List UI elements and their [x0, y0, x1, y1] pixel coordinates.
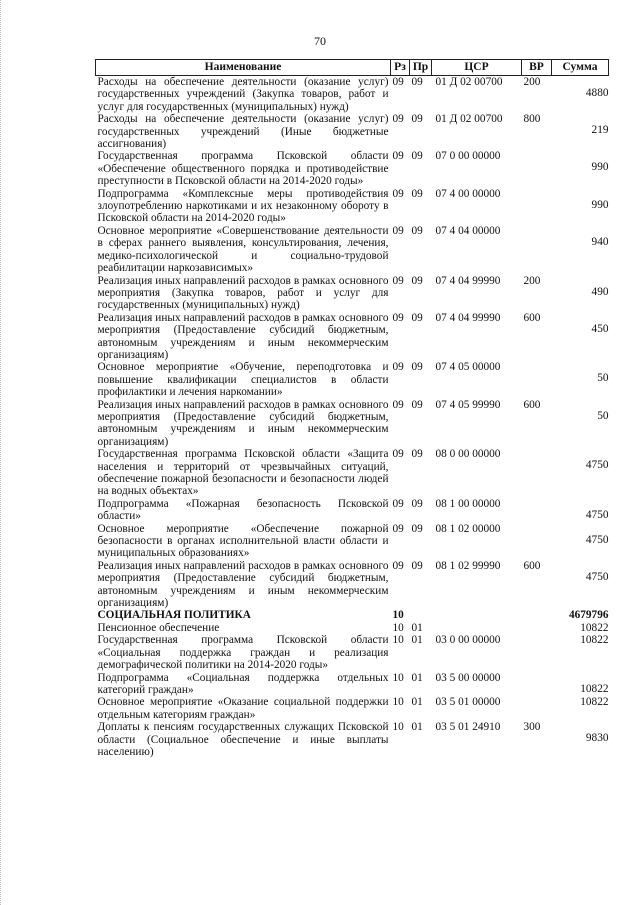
table-row — [96, 696, 609, 721]
cell-name: Государственная программа Псковской области «Социальная поддержка граждан и реализация демографической политики на 2014-2020 годы» — [97, 634, 389, 672]
cell-csr: 07 4 04 00000 — [435, 224, 501, 237]
cell-name: Расходы на обеспечение деятельности (оказание услуг) государственных учреждений (Закупка товаров, работ и услуг для государственных (муниципальных) нужд) — [97, 76, 389, 113]
sum-value: 10822 — [580, 634, 609, 647]
cell-name: Реализация иных направлений расходов в рамках основного мероприятия (Предоставление субсидий бюджетным, автономным учреждениям и иным некоммерческим организациям) — [97, 311, 389, 361]
cell-sum — [552, 672, 609, 697]
page-number: 70 — [314, 34, 326, 48]
cell-csr: 03 5 01 00000 — [435, 696, 501, 709]
header-name: Наименование — [96, 60, 391, 76]
table-row — [96, 312, 609, 362]
cell-pr: 09 — [411, 311, 423, 324]
cell-name: Подпрограмма «Комплексные меры противодействия злоупотреблению наркотиками и их незаконному обороту в Псковской области на 2014-2020 годы» — [97, 187, 389, 225]
cell-sum — [552, 721, 609, 758]
cell-pr: 09 — [411, 497, 423, 510]
cell-vr — [522, 622, 552, 634]
cell-vr: 200 — [523, 274, 541, 287]
table-row — [96, 609, 609, 621]
cell-rz: 10 — [392, 671, 404, 684]
cell-vr — [522, 225, 552, 275]
cell-pr — [410, 609, 432, 621]
cell-name: Подпрограмма «Социальная поддержка отдельных категорий граждан» — [97, 671, 389, 696]
cell-name: Доплаты к пенсиям государственных служащих Псковской области (Социальное обеспечение и иные выплаты населению) — [97, 721, 389, 758]
cell-sum — [552, 523, 609, 560]
cell-name: Расходы на обеспечение деятельности (оказание услуг) государственных учреждений (Иные бюджетные ассигнования) — [97, 113, 389, 151]
cell-sum — [552, 448, 609, 498]
cell-rz: 09 — [392, 150, 404, 163]
cell-sum — [552, 188, 609, 225]
cell-pr: 09 — [411, 274, 423, 287]
cell-rz: 09 — [392, 497, 404, 510]
table-row — [96, 399, 609, 449]
cell-name: Основное мероприятие «Обеспечение пожарной безопасности в органах исполнительной власти области и муниципальных образованиях» — [97, 522, 389, 560]
cell-csr: 08 1 02 99990 — [435, 559, 501, 572]
cell-vr: 600 — [523, 311, 541, 324]
cell-sum — [552, 275, 609, 312]
cell-vr — [522, 696, 552, 721]
scan-edge — [0, 0, 4, 905]
cell-rz: 09 — [392, 559, 404, 572]
cell-vr — [522, 150, 552, 187]
sum-value: 990 — [591, 161, 609, 174]
sum-value: 10822 — [580, 696, 609, 709]
cell-pr: 09 — [411, 76, 423, 88]
sum-value: 490 — [591, 285, 609, 298]
cell-rz: 09 — [392, 113, 404, 126]
table-row — [96, 634, 609, 671]
cell-sum — [552, 225, 609, 275]
cell-pr: 09 — [411, 113, 423, 126]
cell-csr: 08 0 00 00000 — [435, 448, 501, 461]
cell-vr — [522, 609, 552, 621]
header-vr: ВР — [522, 60, 552, 76]
cell-pr: 09 — [411, 559, 423, 572]
cell-rz: 09 — [392, 398, 404, 411]
cell-name: СОЦИАЛЬНАЯ ПОЛИТИКА — [97, 609, 251, 622]
cell-csr: 01 Д 02 00700 — [435, 76, 503, 88]
table-row — [96, 721, 609, 758]
cell-pr: 01 — [411, 671, 423, 684]
cell-sum — [552, 113, 609, 150]
sum-value: 10822 — [580, 621, 609, 634]
cell-pr: 09 — [411, 522, 423, 535]
cell-vr: 200 — [523, 76, 541, 88]
cell-csr — [432, 609, 522, 621]
cell-vr — [522, 498, 552, 523]
cell-csr: 07 0 00 00000 — [435, 150, 501, 163]
cell-rz: 09 — [392, 224, 404, 237]
cell-rz: 09 — [392, 448, 404, 461]
cell-vr — [522, 188, 552, 225]
cell-name: Основное мероприятие «Обучение, переподготовка и повышение квалификации специалистов в области профилактики и лечения наркомании» — [97, 361, 389, 399]
header-pr: Пр — [410, 60, 432, 76]
cell-sum — [552, 609, 609, 621]
cell-name: Реализация иных направлений расходов в рамках основного мероприятия (Предоставление субсидий бюджетным, автономным учреждениям и иным некоммерческим организациям) — [97, 398, 389, 448]
cell-pr: 09 — [411, 150, 423, 163]
sum-value: 4750 — [585, 533, 609, 546]
cell-rz: 10 — [392, 621, 404, 634]
cell-pr: 09 — [411, 448, 423, 461]
cell-pr: 09 — [411, 398, 423, 411]
table-row — [96, 560, 609, 610]
cell-sum — [552, 76, 609, 114]
cell-pr: 09 — [411, 224, 423, 237]
cell-sum — [552, 399, 609, 449]
cell-csr: 07 4 05 00000 — [435, 361, 501, 374]
table-row — [96, 622, 609, 634]
sum-value: 10822 — [580, 682, 609, 695]
cell-sum — [552, 696, 609, 721]
sum-value: 940 — [591, 235, 609, 248]
sum-value: 4880 — [585, 87, 609, 99]
sum-value: 219 — [591, 124, 609, 137]
cell-csr: 08 1 02 00000 — [435, 522, 501, 535]
cell-name: Основное мероприятие «Оказание социальной поддержки отдельным категориям граждан» — [97, 696, 389, 721]
cell-pr: 01 — [411, 696, 423, 709]
cell-vr: 300 — [523, 721, 541, 734]
cell-csr: 07 4 05 99990 — [435, 398, 501, 411]
table-row — [96, 150, 609, 187]
cell-name: Реализация иных направлений расходов в рамках основного мероприятия (Закупка товаров, работ и услуг для государственных (муниципальных) нужд) — [97, 274, 389, 312]
cell-name: Государственная программа Псковской области «Защита населения и территорий от чрезвычайных ситуаций, обеспечение пожарной безопасности и безопасности людей на водных объектах» — [97, 448, 389, 498]
cell-csr: 07 4 04 99990 — [435, 274, 501, 287]
sum-value: 450 — [591, 322, 609, 335]
cell-csr: 03 5 01 24910 — [435, 721, 501, 734]
cell-vr: 600 — [523, 559, 541, 572]
cell-rz: 09 — [392, 361, 404, 374]
cell-sum — [552, 634, 609, 671]
table-row — [96, 113, 609, 150]
cell-rz: 10 — [392, 609, 404, 622]
cell-rz: 09 — [392, 311, 404, 324]
cell-name: Подпрограмма «Пожарная безопасность Псковской области» — [97, 497, 389, 523]
sum-value: 990 — [591, 198, 609, 211]
table-row — [96, 188, 609, 225]
cell-rz: 09 — [392, 522, 404, 535]
cell-rz: 09 — [392, 76, 404, 88]
sum-value: 50 — [597, 409, 609, 422]
sum-value: 4679796 — [568, 609, 609, 622]
cell-rz: 10 — [392, 721, 404, 734]
cell-sum — [552, 622, 609, 634]
header-csr: ЦСР — [432, 60, 522, 76]
table-row — [96, 361, 609, 398]
cell-sum — [552, 560, 609, 610]
header-rz: Рз — [391, 60, 410, 76]
cell-csr: 08 1 00 00000 — [435, 497, 501, 510]
cell-vr — [522, 634, 552, 671]
cell-rz: 09 — [392, 274, 404, 287]
cell-pr: 01 — [411, 621, 423, 634]
budget-table — [95, 59, 609, 758]
cell-sum — [552, 150, 609, 187]
table-header-row — [96, 60, 609, 76]
cell-vr: 600 — [523, 398, 541, 411]
cell-name: Основное мероприятие «Совершенствование деятельности в сферах раннего выявления, консультирования, лечения, медико-психологической и социально-трудовой реабилитации наркозависимых» — [97, 224, 389, 275]
sum-value: 9830 — [585, 732, 609, 745]
cell-vr — [522, 448, 552, 498]
cell-sum — [552, 361, 609, 398]
cell-pr: 09 — [411, 187, 423, 200]
cell-rz: 09 — [392, 187, 404, 200]
table-row — [96, 448, 609, 498]
sum-value: 50 — [597, 372, 609, 385]
cell-pr: 01 — [411, 634, 423, 647]
cell-csr: 07 4 00 00000 — [435, 187, 501, 200]
table-row — [96, 672, 609, 697]
sum-value: 4750 — [585, 508, 609, 521]
table-row — [96, 275, 609, 312]
table-row — [96, 523, 609, 560]
cell-csr: 03 5 00 00000 — [435, 671, 501, 684]
cell-name: Пенсионное обеспечение — [97, 621, 220, 634]
cell-csr: 07 4 04 99990 — [435, 311, 501, 324]
cell-sum — [552, 498, 609, 523]
cell-rz: 10 — [392, 634, 404, 647]
cell-csr — [432, 622, 522, 634]
cell-vr — [522, 672, 552, 697]
table-row — [96, 76, 609, 114]
cell-vr — [522, 361, 552, 398]
cell-vr — [522, 523, 552, 560]
cell-sum — [552, 312, 609, 362]
cell-name: Государственная программа Псковской области «Обеспечение общественного порядка и противодействие преступности в Псковской области на 2014-2020 годы» — [97, 150, 389, 188]
sum-value: 4750 — [585, 570, 609, 583]
table-row — [96, 498, 609, 523]
table-row — [96, 225, 609, 275]
cell-rz: 10 — [392, 696, 404, 709]
cell-name: Реализация иных направлений расходов в рамках основного мероприятия (Предоставление субсидий бюджетным, автономным учреждениям и иным некоммерческим организациям) — [97, 559, 389, 610]
cell-csr: 03 0 00 00000 — [435, 634, 501, 647]
cell-vr: 800 — [523, 113, 541, 126]
header-sum: Сумма — [552, 60, 609, 76]
cell-csr: 01 Д 02 00700 — [435, 113, 503, 126]
sum-value: 4750 — [585, 459, 609, 472]
cell-pr: 09 — [411, 361, 423, 374]
cell-pr: 01 — [411, 721, 423, 734]
